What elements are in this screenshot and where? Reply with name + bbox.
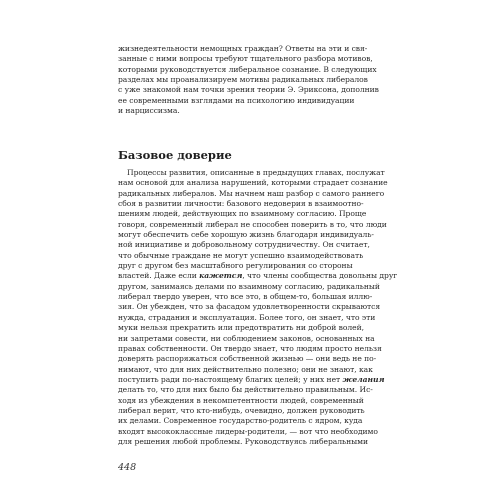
text-run: нужда, страдания и эксплуатация. Более того, он знает, что эти bbox=[118, 312, 376, 322]
text-run: нам основой для анализа нарушений, которыми страдает сознание bbox=[118, 178, 388, 188]
text-run: ходя из убеждения в некомпетентности людей, современный bbox=[118, 395, 364, 405]
text-line: и нарциссизма. bbox=[118, 106, 180, 116]
text-line bbox=[118, 188, 385, 199]
emphasis-text: как bbox=[358, 364, 373, 374]
text-line bbox=[118, 396, 380, 406]
text-line bbox=[118, 251, 380, 261]
text-run: правах собственности. Он твердо знает, что людям просто нельзя bbox=[118, 343, 382, 353]
text-line bbox=[118, 178, 388, 188]
text-run: муки нельзя прекратить или предотвратить ни доброй волей, bbox=[118, 323, 364, 333]
page-number: 448 bbox=[118, 462, 137, 473]
text-run: сбоя в развитии личности: базового недоверия в взаимоотно- bbox=[118, 199, 364, 209]
text-line: ее современными взглядами на психологию индивидуации bbox=[118, 95, 355, 105]
text-run: , что члены сообщества довольны друг bbox=[242, 271, 398, 281]
text-run: нимают, bbox=[118, 364, 154, 374]
text-run: шениям людей, действующих по взаимному согласию. Проще bbox=[118, 209, 367, 219]
text-run: делать то, что для них было бы действительно правильным. Ис- bbox=[118, 385, 373, 395]
text-line bbox=[118, 344, 380, 354]
text-line: разделах мы проанализируем мотивы радикальных либералов bbox=[118, 75, 368, 85]
text-run: ни запретами совести, ни соблюдением законов, основанных на bbox=[118, 333, 375, 343]
text-line bbox=[118, 292, 380, 302]
text-line: жизнедеятельности немощных граждан? Ответы на эти и свя- bbox=[118, 44, 368, 53]
text-run: входят высококлассные лидеры-родители, — вот что необходимо bbox=[118, 426, 378, 436]
text-run: властей. Даже если bbox=[118, 271, 200, 281]
emphasis-text: кажется bbox=[199, 271, 243, 281]
text-run: что обычные граждане не могут успешно взаимодействовать bbox=[118, 250, 364, 260]
text-line bbox=[118, 271, 398, 281]
text-run: говоря, современный либерал не способен поверить в то, что люди bbox=[118, 219, 387, 229]
text-line bbox=[118, 427, 380, 437]
text-run: зия. Он убежден, что за фасадом удовлетворенности скрываются bbox=[118, 302, 381, 312]
text-run: радикальных либералов. Мы начнем наш разбор с самого раннего bbox=[118, 188, 385, 198]
text-run: либерал твердо уверен, что все это, в общем-то, большая иллю- bbox=[118, 292, 373, 302]
text-run: доверять распоряжаться собственной жизнью — они ведь не по- bbox=[118, 354, 377, 364]
text-run: ной инициативе и добровольному сотрудничеству. Он считает, bbox=[118, 240, 370, 250]
text-line bbox=[118, 385, 380, 395]
text-line bbox=[118, 374, 385, 385]
text-run: для них действительно полезно; они не знают, bbox=[167, 364, 359, 374]
emphasis-text: что bbox=[153, 364, 168, 374]
text-run: могут обеспечить себе хорошую жизнь благодаря индивидуаль- bbox=[118, 230, 374, 240]
text-line bbox=[118, 199, 380, 209]
text-line: с уже знакомой нам точки зрения теории Э. Эриксона, дополнив bbox=[118, 85, 379, 95]
text-line bbox=[118, 365, 380, 375]
text-run: их делами. Современное государство-родитель с ядром, куда bbox=[118, 416, 363, 426]
text-line: занные с ними вопросы требуют тщательного разбора мотивов, bbox=[118, 54, 373, 64]
text-line bbox=[118, 323, 380, 333]
text-run: поступить ради по-настоящему благих целей; у них нет bbox=[118, 374, 343, 384]
text-line bbox=[118, 354, 380, 364]
text-line bbox=[118, 230, 380, 240]
text-line bbox=[118, 168, 385, 178]
text-line bbox=[118, 302, 380, 312]
text-line bbox=[118, 313, 380, 323]
text-line bbox=[118, 406, 380, 416]
text-line bbox=[118, 240, 380, 250]
text-line bbox=[118, 334, 380, 344]
section-heading: Базовое доверие bbox=[118, 148, 232, 162]
text-run: Процессы развития, описанные в предыдущих главах, послужат bbox=[127, 168, 385, 177]
text-line bbox=[118, 416, 380, 426]
paragraph-basic-trust bbox=[118, 168, 398, 447]
text-line bbox=[118, 282, 380, 292]
text-line bbox=[118, 219, 387, 230]
text-line bbox=[118, 437, 380, 447]
text-line: которыми руководствуется либеральное сознание. В следующих bbox=[118, 64, 377, 74]
text-run: для решения любой проблемы. Руководствуясь либеральными bbox=[118, 436, 368, 446]
emphasis-text: желания bbox=[342, 374, 385, 384]
text-run: друг с другом без масштабного регулирования со стороны bbox=[118, 261, 353, 271]
text-run: либерал верит, что кто-нибудь, очевидно, должен руководить bbox=[118, 405, 365, 415]
text-line bbox=[118, 209, 380, 219]
text-run: другом, занимаясь делами по взаимному согласию, радикальный bbox=[118, 281, 380, 291]
text-line bbox=[118, 261, 380, 271]
paragraph-intro bbox=[118, 44, 380, 116]
